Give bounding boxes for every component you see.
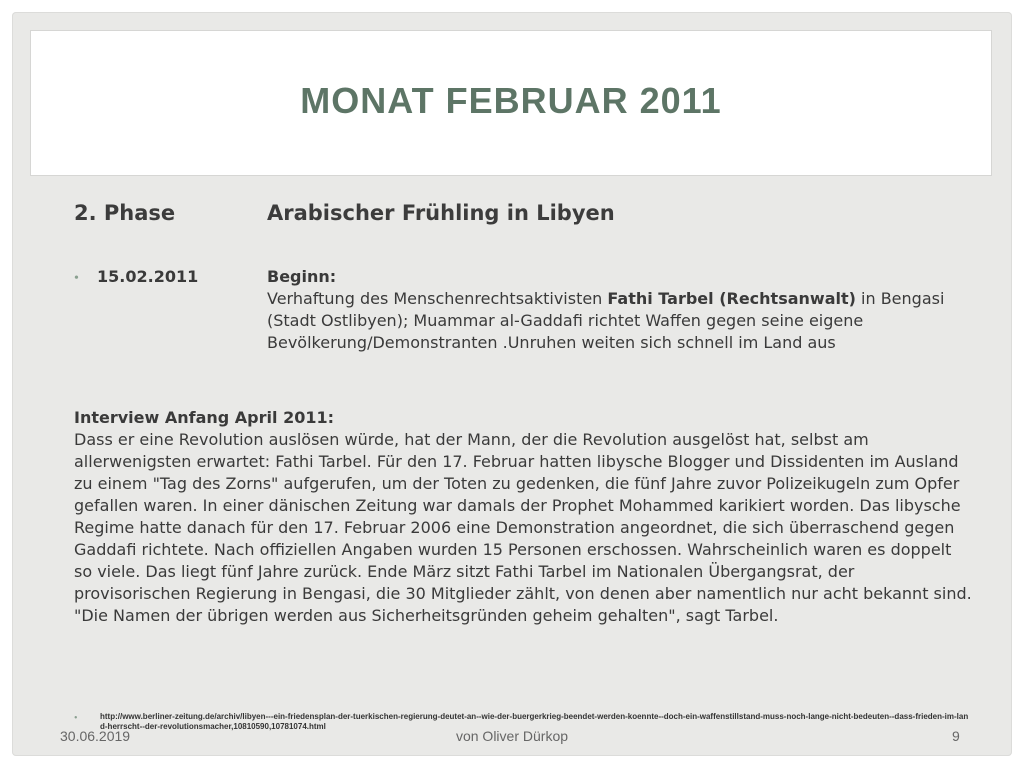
source-bullet-icon: • [74,713,78,724]
event-title: Beginn: [267,267,337,286]
interview-block [74,407,974,627]
footer-author: von Oliver Dürkop [455,728,569,744]
title-box [30,30,992,176]
page-number: 9 [952,728,960,744]
interview-heading: Interview Anfang April 2011: [74,408,334,427]
event-bold-name: Fathi Tarbel (Rechtsanwalt) [607,289,856,308]
footer-date: 30.06.2019 [60,728,131,744]
event-description [267,266,967,354]
event-text-after: in Bengasi (Stadt Ostlibyen); Muammar al-Gaddafi richtet Waffen gegen seine eigene Bevölkerung/Demonstranten .Unruhen weiten sich schnell im Land aus [267,289,945,352]
phase-label: 2. Phase [74,201,176,225]
interview-text: Dass er eine Revolution auslösen würde, hat der Mann, der die Revolution ausgelöst hat, selbst am allerwenigsten erwartet: Fathi Tarbel. Für den 17. Februar hatten libysche Blogger und Dissidenten im Ausland zu einem "Tag des Zorns" aufgerufen, um der Toten zu gedenken, die fünf Jahre zuvor Polizeikugeln zum Opfer gefallen waren. In einer dänischen Zeitung war damals der Prophet Mohammed karikiert worden. Das libysche Regime hatte danach für den 17. Februar 2006 eine Demonstration angeordnet, die sich überraschend gegen Gaddafi richtete. Nach offiziellen Angaben wurden 15 Personen erschossen. Wahrscheinlich waren es doppelt so viele. Das liegt fünf Jahre zurück. Ende März sitzt Fathi Tarbel im Nationalen Übergangsrat, der provisorischen Regierung in Bengasi, die 30 Mitglieder zählt, von denen aber namentlich nur acht bekannt sind. "Die Namen der übrigen werden aus Sicherheitsgründen geheim gehalten", sagt Tarbel. [74,430,972,625]
source-link[interactable]: http://www.berliner-zeitung.de/archiv/libyen---ein-friedensplan-der-tuerkischen-regierung-deutet-an--wie-der-buergerkrieg-beendet-werden-koennte--doch-ein-waffenstillstand-muss-noch-lange-nicht-bedeuten--dass-frieden-im-land-herrscht--der-revolutionsmacher,10810590,10781074.html [100,712,969,731]
bullet-dot-icon: • [74,271,79,286]
event-text-before: Verhaftung des Menschenrechtsaktivisten [267,289,608,308]
event-date: 15.02.2011 [97,267,199,286]
phase-heading: Arabischer Frühling in Libyen [267,201,615,225]
slide-title: MONAT FEBRUAR 2011 [300,80,722,121]
